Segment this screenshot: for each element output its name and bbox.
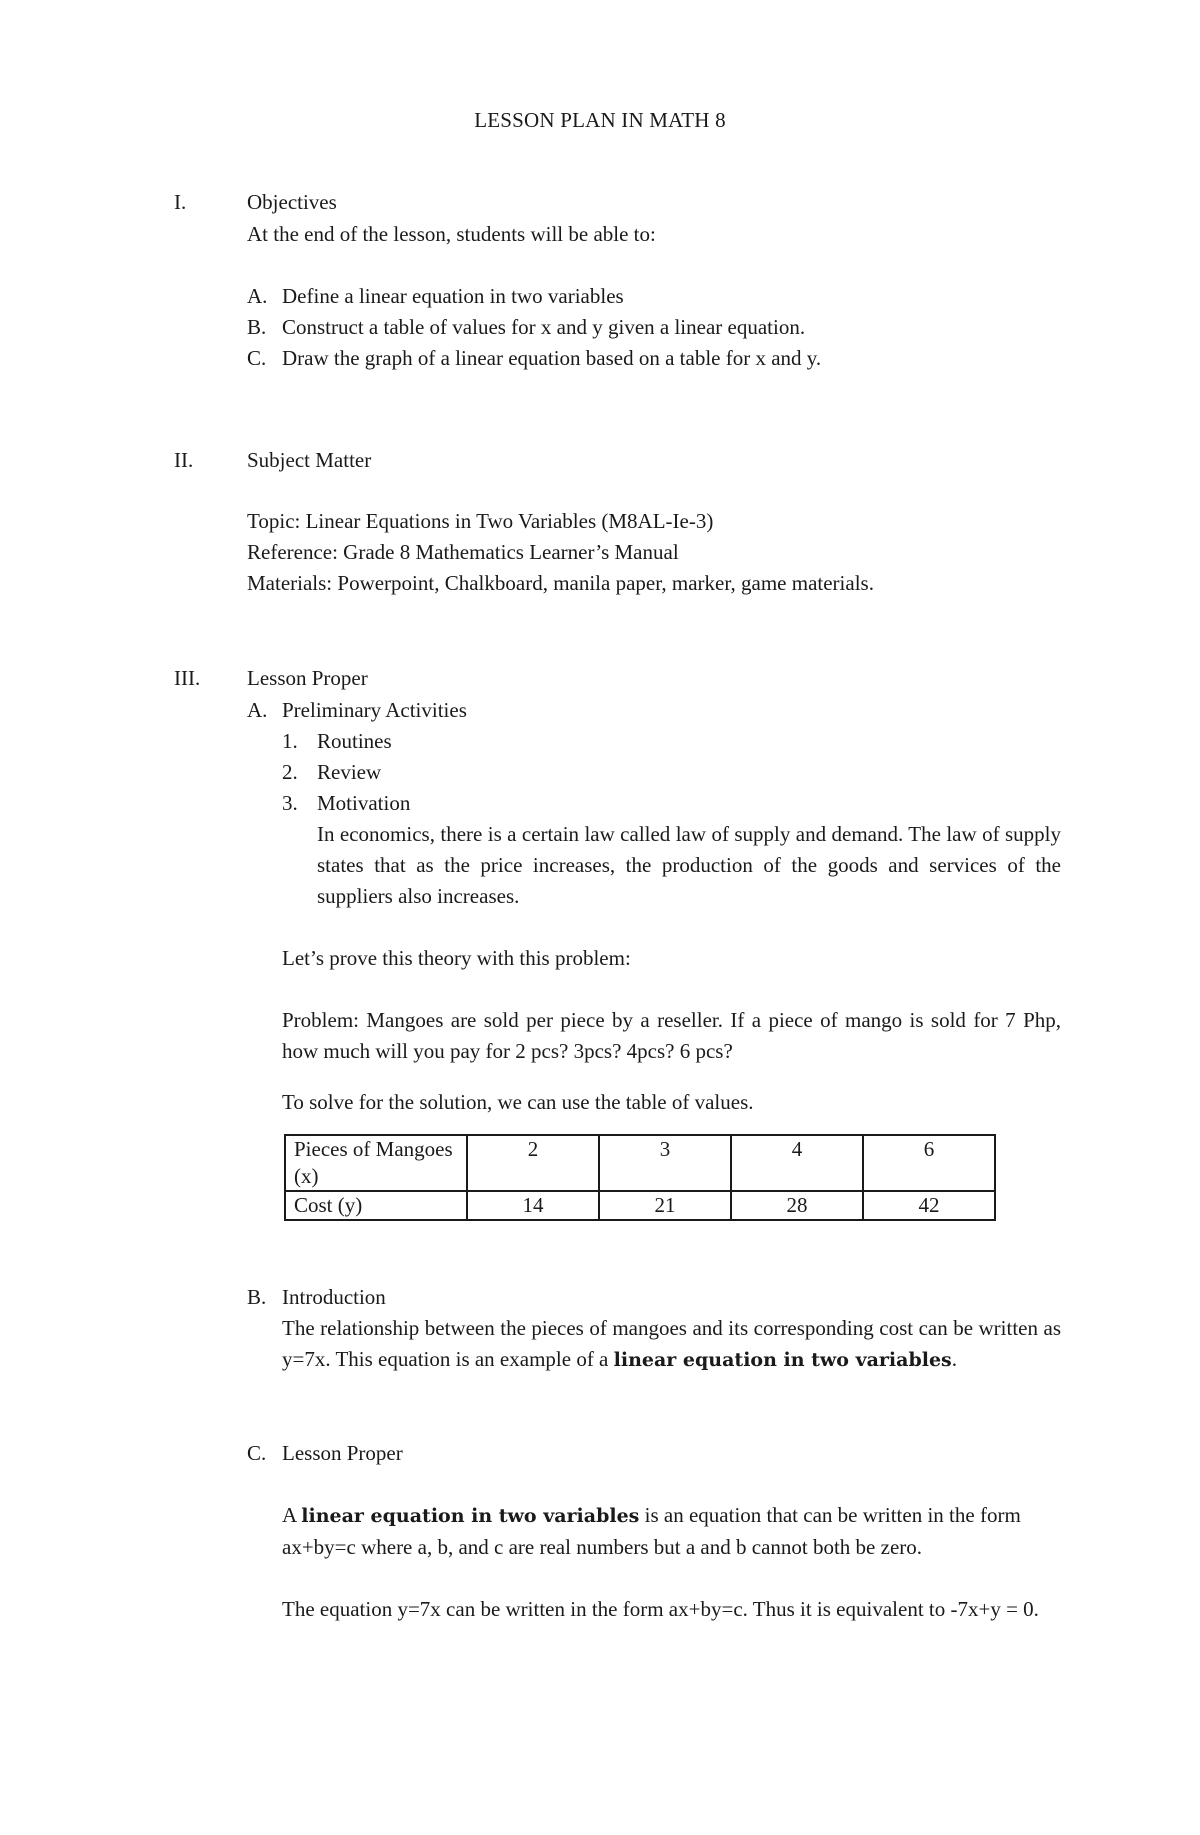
section-1-numeral: I.: [174, 190, 187, 214]
subject-reference: Reference: Grade 8 Mathematics Learner’s Manual: [247, 540, 679, 564]
intro-text-end: .: [951, 1347, 958, 1371]
motivation-paragraph: In economics, there is a certain law called law of supply and demand. The law of supply states that as the price increases, the production of the goods and services of the suppliers also increases.: [317, 822, 1061, 908]
objective-text: Draw the graph of a linear equation based on a table for x and y.: [282, 346, 822, 370]
table-header-cell: Cost (y): [285, 1191, 467, 1220]
intro-paragraph: [282, 1313, 1061, 1376]
prelim-letter: A.: [247, 698, 268, 722]
table-cell: 21: [599, 1191, 731, 1220]
objective-letter: A.: [247, 284, 268, 308]
intro-bold-term: linear equation in two variables: [613, 1349, 952, 1371]
solve-text: To solve for the solution, we can use the table of values.: [282, 1090, 754, 1114]
subject-materials: Materials: Powerpoint, Chalkboard, manila paper, marker, game materials.: [247, 571, 874, 595]
step-text: Review: [317, 760, 382, 784]
table-cell: 3: [599, 1135, 731, 1191]
section-3-heading: Lesson Proper: [247, 666, 368, 690]
lesson-letter: C.: [247, 1441, 267, 1465]
table-row: [285, 1191, 995, 1220]
lesson-heading: Lesson Proper: [282, 1441, 403, 1465]
problem-paragraph: Problem: Mangoes are sold per piece by a reseller. If a piece of mango is sold for 7 Php, how much will you pay for 2 pcs? 3pcs? 4pcs? 6 pcs?: [282, 1008, 1061, 1063]
section-3-numeral: III.: [174, 666, 201, 690]
section-2-heading: Subject Matter: [247, 448, 372, 472]
table-row: [285, 1135, 995, 1191]
objective-text: Construct a table of values for x and y given a linear equation.: [282, 315, 806, 339]
table-cell: 2: [467, 1135, 599, 1191]
equivalence-paragraph: The equation y=7x can be written in the form ax+by=c. Thus it is equivalent to -7x+y = 0.: [282, 1597, 1039, 1621]
definition-bold-term: linear equation in two variables: [301, 1505, 640, 1527]
prove-text: Let’s prove this theory with this problem:: [282, 946, 631, 970]
step-number: 1.: [282, 729, 298, 753]
table-cell: 6: [863, 1135, 995, 1191]
table-cell: 28: [731, 1191, 863, 1220]
intro-heading: Introduction: [282, 1285, 386, 1309]
values-table: [284, 1134, 996, 1221]
objective-letter: B.: [247, 315, 267, 339]
step-number: 2.: [282, 760, 298, 784]
section-1-heading: Objectives: [247, 190, 337, 214]
objective-text: Define a linear equation in two variables: [282, 284, 624, 308]
table-cell: 42: [863, 1191, 995, 1220]
definition-paragraph: [282, 1500, 1072, 1563]
definition-text-end: is an equation that can be written in the form ax+by=c where a, b, and c are real numbers but a and b cannot both be zero.: [282, 1503, 1021, 1559]
step-text: Routines: [317, 729, 392, 753]
step-text: Motivation: [317, 791, 411, 815]
table-cell: 4: [731, 1135, 863, 1191]
objective-letter: C.: [247, 346, 267, 370]
table-cell: 14: [467, 1191, 599, 1220]
definition-text: A: [282, 1503, 302, 1527]
table-header-cell: Pieces of Mangoes (x): [285, 1135, 467, 1191]
intro-letter: B.: [247, 1285, 267, 1309]
intro-text: The relationship between the pieces of mangoes and its corresponding cost can be written as y=7x. This equation is an example of a: [282, 1316, 1061, 1371]
subject-topic: Topic: Linear Equations in Two Variables (M8AL-Ie-3): [247, 509, 714, 533]
objectives-intro: At the end of the lesson, students will be able to:: [247, 222, 656, 246]
page-title: LESSON PLAN IN MATH 8: [474, 108, 726, 132]
step-number: 3.: [282, 791, 298, 815]
section-2-numeral: II.: [174, 448, 194, 472]
prelim-heading: Preliminary Activities: [282, 698, 467, 722]
